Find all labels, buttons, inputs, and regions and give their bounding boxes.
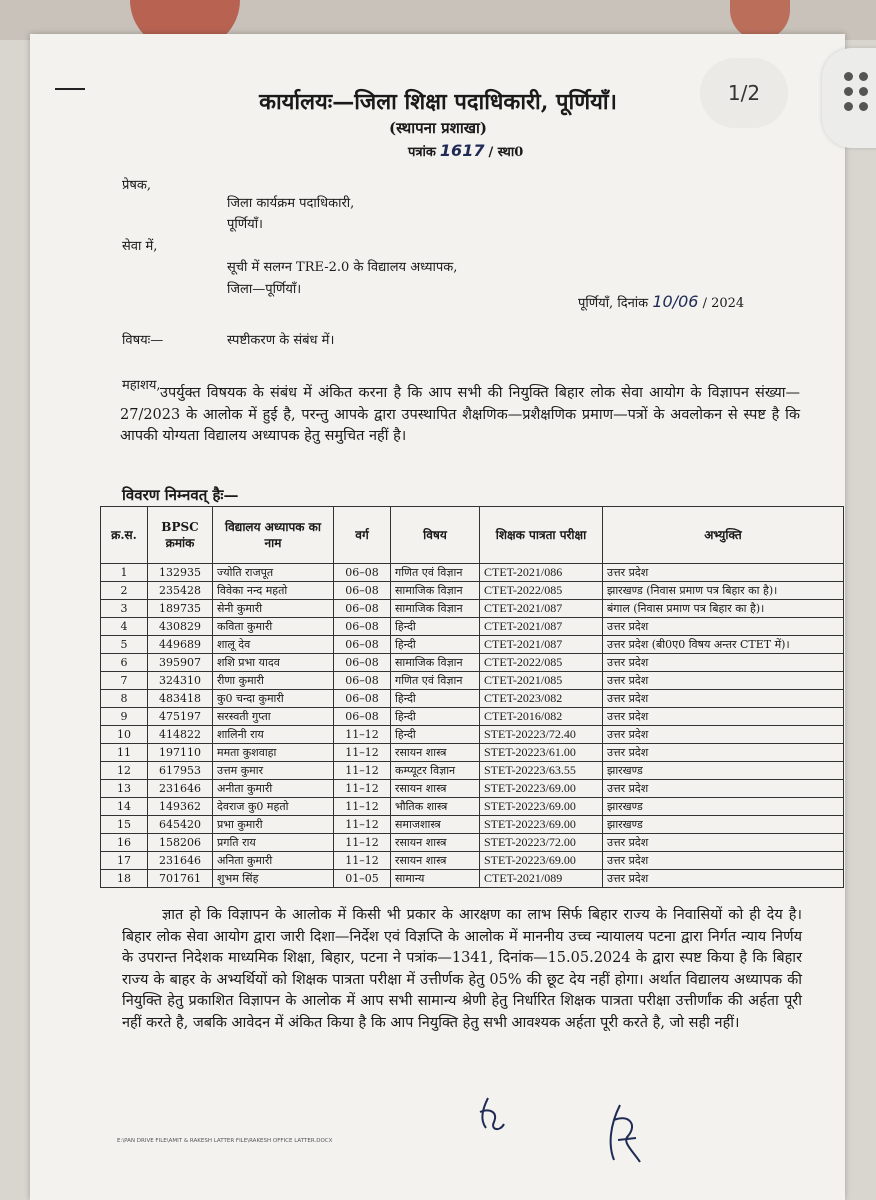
cell-subject: हिन्दी <box>391 708 480 726</box>
cell-subject: गणित एवं विज्ञान <box>391 564 480 582</box>
cell-class: 11–12 <box>334 816 391 834</box>
cell-serial: 12 <box>101 762 148 780</box>
cell-tet: STET-20223/63.55 <box>480 762 603 780</box>
cell-name: शुभम सिंह <box>213 870 334 888</box>
table-row <box>101 780 844 798</box>
cell-bpsc: 395907 <box>148 654 213 672</box>
reference-number <box>408 141 523 160</box>
table-row <box>101 744 844 762</box>
cell-tet: STET-20223/72.40 <box>480 726 603 744</box>
cell-name: सेनी कुमारी <box>213 600 334 618</box>
cell-class: 11–12 <box>334 852 391 870</box>
cell-bpsc: 132935 <box>148 564 213 582</box>
recipient-label: सेवा में, <box>122 239 158 254</box>
cell-name: ममता कुशवाहा <box>213 744 334 762</box>
table-row <box>101 708 844 726</box>
ref-number-handwritten: 1617 <box>439 141 485 160</box>
table-row <box>101 618 844 636</box>
grid-view-button[interactable] <box>822 48 876 148</box>
table-row <box>101 600 844 618</box>
cell-serial: 9 <box>101 708 148 726</box>
cell-bpsc: 189735 <box>148 600 213 618</box>
cell-remarks: उत्तर प्रदेश <box>603 672 844 690</box>
cell-serial: 17 <box>101 852 148 870</box>
cell-serial: 10 <box>101 726 148 744</box>
cell-tet: CTET-2023/082 <box>480 690 603 708</box>
cell-tet: CTET-2021/085 <box>480 672 603 690</box>
table-row <box>101 636 844 654</box>
paragraph-2 <box>122 905 802 1034</box>
cell-serial: 14 <box>101 798 148 816</box>
cell-class: 01–05 <box>334 870 391 888</box>
header-remarks: अभ्युक्ति <box>603 507 844 564</box>
cell-tet: CTET-2021/086 <box>480 564 603 582</box>
cell-name: शशि प्रभा यादव <box>213 654 334 672</box>
cell-bpsc: 449689 <box>148 636 213 654</box>
table-body <box>101 564 844 888</box>
cell-serial: 13 <box>101 780 148 798</box>
cell-name: सरस्वती गुप्ता <box>213 708 334 726</box>
cell-bpsc: 197110 <box>148 744 213 762</box>
cell-remarks: उत्तर प्रदेश <box>603 690 844 708</box>
table-row <box>101 852 844 870</box>
cell-serial: 5 <box>101 636 148 654</box>
cell-remarks: उत्तर प्रदेश <box>603 654 844 672</box>
cell-subject: समाजशास्त्र <box>391 816 480 834</box>
cell-name: प्रभा कुमारी <box>213 816 334 834</box>
cell-bpsc: 645420 <box>148 816 213 834</box>
cell-tet: STET-20223/69.00 <box>480 798 603 816</box>
cell-subject: रसायन शास्त्र <box>391 834 480 852</box>
table-row <box>101 870 844 888</box>
file-path-footer: E:\PAN DRIVE FILE\AMIT & RAKESH LATTER FILE\RAKESH OFFICE LATTER.DOCX <box>117 1138 333 1144</box>
cell-bpsc: 149362 <box>148 798 213 816</box>
table-header-row <box>101 507 844 564</box>
cell-subject: सामाजिक विज्ञान <box>391 600 480 618</box>
sender-line1: जिला कार्यक्रम पदाधिकारी, <box>227 196 355 211</box>
cell-class: 06–08 <box>334 600 391 618</box>
cell-subject: हिन्दी <box>391 726 480 744</box>
table-row <box>101 654 844 672</box>
cell-bpsc: 231646 <box>148 852 213 870</box>
cell-serial: 6 <box>101 654 148 672</box>
cell-name: कविता कुमारी <box>213 618 334 636</box>
recipient-line2: जिला—पूर्णियाँ। <box>227 282 302 297</box>
cell-remarks: झारखण्ड (निवास प्रमाण पत्र बिहार का है)। <box>603 582 844 600</box>
officer-signature <box>600 1100 650 1170</box>
cell-remarks: उत्तर प्रदेश <box>603 852 844 870</box>
cell-remarks: उत्तर प्रदेश <box>603 780 844 798</box>
date-day: 10 <box>652 292 673 311</box>
teacher-table <box>100 506 844 888</box>
cell-name: रीणा कुमारी <box>213 672 334 690</box>
cell-tet: STET-20223/72.00 <box>480 834 603 852</box>
cell-bpsc: 158206 <box>148 834 213 852</box>
header-tet: शिक्षक पात्रता परीक्षा <box>480 507 603 564</box>
cell-class: 11–12 <box>334 744 391 762</box>
ref-suffix: / स्था0 <box>488 145 524 160</box>
cell-name: ज्योति राजपूत <box>213 564 334 582</box>
cell-bpsc: 701761 <box>148 870 213 888</box>
table-row <box>101 564 844 582</box>
cell-class: 06–08 <box>334 618 391 636</box>
cell-class: 06–08 <box>334 654 391 672</box>
table-row <box>101 834 844 852</box>
paragraph-1 <box>120 383 800 448</box>
cell-tet: CTET-2021/089 <box>480 870 603 888</box>
cell-subject: रसायन शास्त्र <box>391 744 480 762</box>
paragraph-1-text: उपर्युक्त विषयक के संबंध में अंकित करना है कि आप सभी की नियुक्ति बिहार लोक सेवा आयोग के विज्ञापन संख्या—27/2023 के आलोक में हुई है, परन्तु आपके द्वारा उपस्थापित शैक्षणिक—प्रशैक्षणिक प्रमाण—पत्रों के अवलोकन से स्पष्ट है कि आपकी योग्यता विद्यालय अध्यापक हेतु समुचित नहीं है। <box>120 385 800 444</box>
cell-class: 11–12 <box>334 834 391 852</box>
office-title: कार्यालयः—जिला शिक्षा पदाधिकारी, पूर्णियाँ। <box>259 89 617 115</box>
cell-bpsc: 475197 <box>148 708 213 726</box>
cell-serial: 1 <box>101 564 148 582</box>
cell-class: 06–08 <box>334 708 391 726</box>
cell-tet: CTET-2021/087 <box>480 618 603 636</box>
table-row <box>101 672 844 690</box>
ref-label: पत्रांक <box>408 145 436 160</box>
table-row <box>101 690 844 708</box>
cell-name: शालू देव <box>213 636 334 654</box>
date-line: पूर्णियाँ, दिनांक 10/06 / 2024 <box>578 292 745 311</box>
initial-signature <box>470 1090 520 1140</box>
cell-tet: CTET-2021/087 <box>480 600 603 618</box>
cell-remarks: उत्तर प्रदेश <box>603 834 844 852</box>
cell-name: कु0 चन्दा कुमारी <box>213 690 334 708</box>
header-bpsc: BPSC क्रमांक <box>148 507 213 564</box>
cell-tet: CTET-2016/082 <box>480 708 603 726</box>
cell-remarks: उत्तर प्रदेश <box>603 564 844 582</box>
cell-name: अनिता कुमारी <box>213 852 334 870</box>
header-serial: क्र.स. <box>101 507 148 564</box>
cell-serial: 3 <box>101 600 148 618</box>
cell-tet: CTET-2021/087 <box>480 636 603 654</box>
cell-subject: हिन्दी <box>391 618 480 636</box>
cell-tet: STET-20223/69.00 <box>480 780 603 798</box>
table-row <box>101 582 844 600</box>
header-class: वर्ग <box>334 507 391 564</box>
sender-label: प्रेषक, <box>122 178 152 193</box>
cell-subject: हिन्दी <box>391 690 480 708</box>
cell-class: 11–12 <box>334 762 391 780</box>
cell-tet: STET-20223/69.00 <box>480 852 603 870</box>
cell-tet: STET-20223/69.00 <box>480 816 603 834</box>
cell-remarks: झारखण्ड <box>603 762 844 780</box>
cell-remarks: उत्तर प्रदेश (बी0ए0 विषय अन्तर CTET में)। <box>603 636 844 654</box>
cell-serial: 18 <box>101 870 148 888</box>
cell-class: 06–08 <box>334 636 391 654</box>
cell-name: देवराज कु0 महतो <box>213 798 334 816</box>
cell-class: 06–08 <box>334 582 391 600</box>
cell-subject: कम्प्यूटर विज्ञान <box>391 762 480 780</box>
cell-name: प्रगति राय <box>213 834 334 852</box>
cell-serial: 11 <box>101 744 148 762</box>
cell-subject: सामान्य <box>391 870 480 888</box>
cell-remarks: उत्तर प्रदेश <box>603 708 844 726</box>
cell-bpsc: 483418 <box>148 690 213 708</box>
cell-subject: रसायन शास्त्र <box>391 852 480 870</box>
cell-remarks: उत्तर प्रदेश <box>603 744 844 762</box>
date-year: / 2024 <box>702 296 745 311</box>
subject-text: स्पष्टीकरण के संबंध में। <box>227 333 335 348</box>
cell-name: उत्तम कुमार <box>213 762 334 780</box>
header-subject: विषय <box>391 507 480 564</box>
office-section: (स्थापना प्रशाखा) <box>389 119 487 137</box>
cell-class: 06–08 <box>334 690 391 708</box>
paragraph-2-text: ज्ञात हो कि विज्ञापन के आलोक में किसी भी प्रकार के आरक्षण का लाभ सिर्फ बिहार राज्य के निवासियों को ही देय है। बिहार लोक सेवा आयोग द्वारा जारी दिशा—निर्देश एवं विज्ञप्ति के आलोक में माननीय उच्च न्यायालय पटना द्वारा निर्गत न्याय निर्णय के उपरान्त निदेशक माध्यमिक शिक्षा, बिहार, पटना ने पत्रांक—1341, दिनांक—15.05.2024 के द्वारा स्पष्ट किया है कि बिहार राज्य के बाहर के अभ्यर्थियों को शिक्षक पात्रता परीक्षा में उत्तीर्णक हेतु 05% की छूट देय नहीं होगा। अर्थात विद्यालय अध्यापक की नियुक्ति हेतु प्रकाशित विज्ञापन के आलोक में आप सभी सामान्य श्रेणी हेतु निर्धारित शिक्षक पात्रता परीक्षा उत्तीर्णांक की अर्हता पूरी नहीं करते है, जबकि आवेदन में अंकित किया है कि आप नियुक्ति हेतु सभी आवश्यक अर्हता पूरी करते है, जो सही नहीं। <box>122 907 802 1031</box>
sender-line2: पूर्णियाँ। <box>227 217 263 232</box>
cell-subject: हिन्दी <box>391 636 480 654</box>
cell-remarks: झारखण्ड <box>603 816 844 834</box>
cell-serial: 7 <box>101 672 148 690</box>
cell-remarks: उत्तर प्रदेश <box>603 618 844 636</box>
subject-label: विषयः— <box>122 333 164 348</box>
date-place: पूर्णियाँ, दिनांक <box>578 296 649 311</box>
cell-bpsc: 324310 <box>148 672 213 690</box>
salutation: महाशय, <box>122 378 161 393</box>
cell-bpsc: 430829 <box>148 618 213 636</box>
cell-class: 11–12 <box>334 726 391 744</box>
cell-subject: सामाजिक विज्ञान <box>391 582 480 600</box>
cell-bpsc: 231646 <box>148 780 213 798</box>
page-indicator[interactable]: 1/2 <box>700 58 788 128</box>
cell-serial: 8 <box>101 690 148 708</box>
cell-class: 11–12 <box>334 780 391 798</box>
cell-subject: गणित एवं विज्ञान <box>391 672 480 690</box>
header-name: विद्यालय अध्यापक का नाम <box>213 507 334 564</box>
table-row <box>101 816 844 834</box>
cell-serial: 16 <box>101 834 148 852</box>
cell-subject: सामाजिक विज्ञान <box>391 654 480 672</box>
cell-class: 11–12 <box>334 798 391 816</box>
table-row <box>101 726 844 744</box>
cell-name: विवेका नन्द महतो <box>213 582 334 600</box>
details-heading: विवरण निम्नवत् हैः— <box>122 486 239 504</box>
cell-tet: CTET-2022/085 <box>480 654 603 672</box>
cell-tet: CTET-2022/085 <box>480 582 603 600</box>
cell-remarks: उत्तर प्रदेश <box>603 726 844 744</box>
cell-subject: भौतिक शास्त्र <box>391 798 480 816</box>
cell-class: 06–08 <box>334 564 391 582</box>
date-month: 06 <box>678 292 699 311</box>
cell-subject: रसायन शास्त्र <box>391 780 480 798</box>
cell-bpsc: 414822 <box>148 726 213 744</box>
cell-bpsc: 617953 <box>148 762 213 780</box>
table-row <box>101 762 844 780</box>
cell-serial: 2 <box>101 582 148 600</box>
cell-class: 06–08 <box>334 672 391 690</box>
recipient-line1: सूची में सलग्न TRE-2.0 के विद्यालय अध्यापक, <box>227 260 458 275</box>
cell-serial: 4 <box>101 618 148 636</box>
cell-bpsc: 235428 <box>148 582 213 600</box>
table-row <box>101 798 844 816</box>
cell-serial: 15 <box>101 816 148 834</box>
cell-tet: STET-20223/61.00 <box>480 744 603 762</box>
cell-remarks: बंगाल (निवास प्रमाण पत्र बिहार का है)। <box>603 600 844 618</box>
cell-name: अनीता कुमारी <box>213 780 334 798</box>
cell-remarks: उत्तर प्रदेश <box>603 870 844 888</box>
cell-remarks: झारखण्ड <box>603 798 844 816</box>
cell-name: शालिनी राय <box>213 726 334 744</box>
grid-dots-icon <box>844 72 870 111</box>
